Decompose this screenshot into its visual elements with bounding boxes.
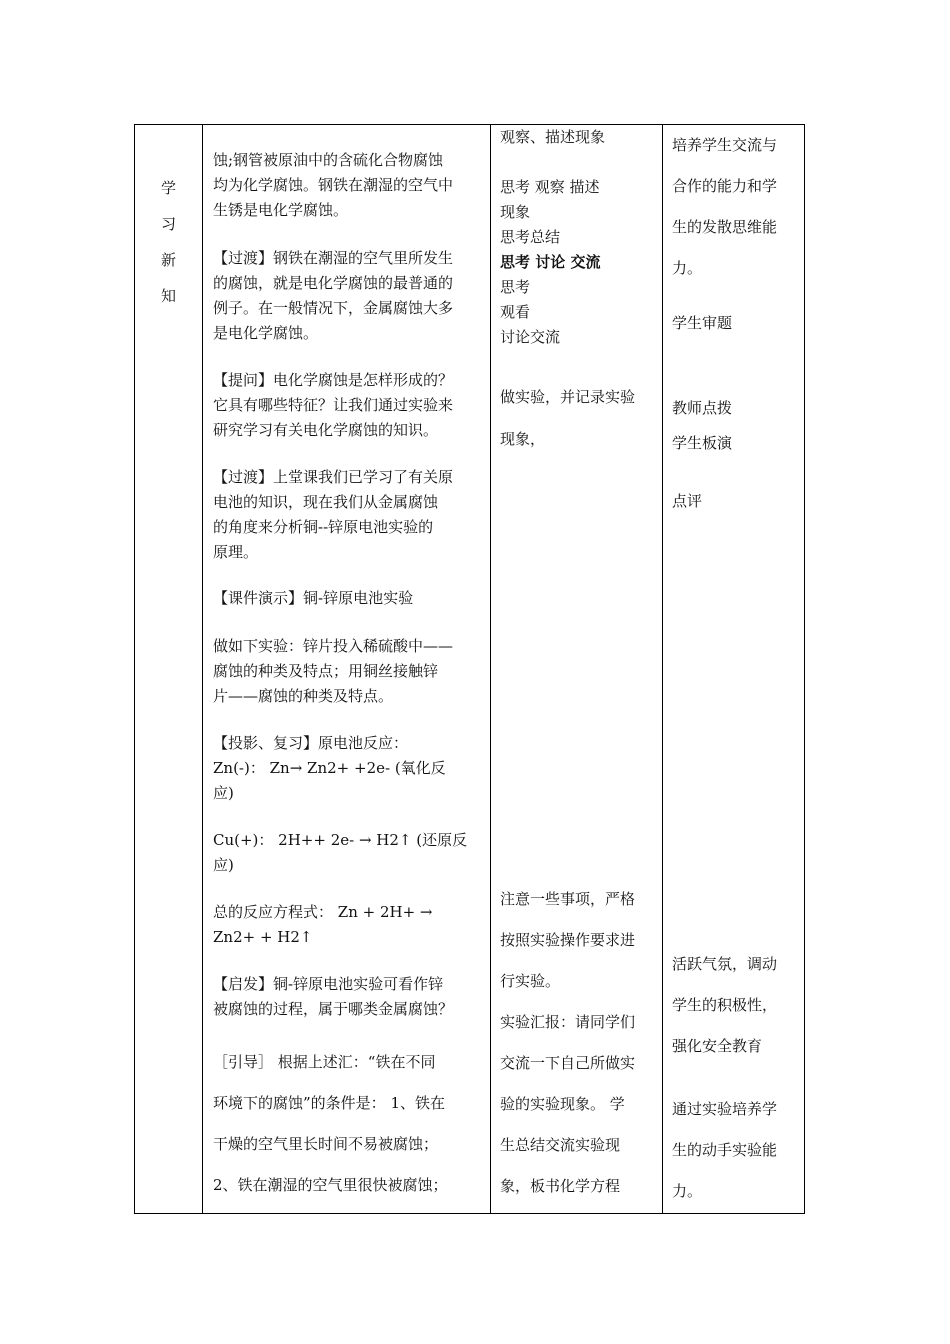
paragraph-line: 片——腐蚀的种类及特点。 [213,687,394,705]
stage-char: 习 [161,215,177,233]
stage-char: 新 [161,251,177,269]
student-line: 现象， [500,430,546,448]
paragraph-line: 做如下实验：锌片投入稀硫酸中—— [213,637,454,655]
lesson-table [134,124,805,1214]
student-line: 象，板书化学方程 [500,1177,621,1195]
intent-line: 培养学生交流与 [672,136,778,154]
student-line: 思考总结 [500,228,561,246]
paragraph-line: 原理。 [213,543,259,561]
paragraph-line: 环境下的腐蚀”的条件是： 1、铁在 [213,1094,445,1112]
intent-line: 活跃气氛，调动 [672,955,778,973]
intent-line: 教师点拨 [672,399,733,417]
stage-char: 学 [161,179,177,197]
stage-char: 知 [161,287,177,305]
paragraph-line: 干燥的空气里长时间不易被腐蚀； [213,1135,439,1153]
intent-line: 点评 [672,492,703,510]
student-line: 验的实验现象。 学 [500,1095,625,1113]
paragraph-line: 蚀;钢管被原油中的含硫化合物腐蚀 [213,151,444,169]
student-line: 观看 [500,303,531,321]
intent-line: 强化安全教育 [672,1037,763,1055]
paragraph-line: 电池的知识，现在我们从金属腐蚀 [213,493,439,511]
student-line: 观察、描述现象 [500,128,606,146]
paragraph-line: 【过渡】钢铁在潮湿的空气里所发生 [213,249,454,267]
student-line: 思考 观察 描述 [500,178,600,196]
student-line: 实验汇报：请同学们 [500,1013,636,1031]
paragraph-line: ［引导］ 根据上述汇：“铁在不同 [213,1053,436,1071]
intent-line: 合作的能力和学 [672,177,778,195]
paragraph-line: 均为化学腐蚀。钢铁在潮湿的空气中 [213,176,454,194]
student-line: 按照实验操作要求进 [500,931,636,949]
student-line: 讨论交流 [500,328,561,346]
intent-line: 生的发散思维能 [672,218,778,236]
intent-line: 学生的积极性， [672,996,778,1014]
paragraph-line: Zn2+ + H2↑ [213,928,313,946]
intent-line: 力。 [672,1182,703,1200]
teacher-activity-column [203,125,491,1213]
intent-line: 力。 [672,259,703,277]
student-activity-column [491,125,663,1213]
student-line: 生总结交流实验现 [500,1136,621,1154]
stage-column [135,125,203,1213]
intent-line: 生的动手实验能 [672,1141,778,1159]
student-line: 做实验，并记录实验 [500,388,636,406]
paragraph-line: 的腐蚀，就是电化学腐蚀的最普通的 [213,274,454,292]
paragraph-line: 是电化学腐蚀。 [213,324,319,342]
paragraph-line: 2、铁在潮湿的空气里很快被腐蚀； [213,1176,448,1194]
paragraph-line: Zn(-)： Zn→ Zn2+ +2e- (氧化反 [213,759,446,777]
paragraph-line: Cu(+)： 2H++ 2e- → H2↑ (还原反 [213,831,468,849]
student-line: 注意一些事项，严格 [500,890,636,908]
paragraph-line: 【提问】电化学腐蚀是怎样形成的？ [213,371,454,389]
intent-line: 学生板演 [672,434,733,452]
student-line: 思考 [500,278,531,296]
intent-line: 通过实验培养学 [672,1100,778,1118]
paragraph-line: 被腐蚀的过程，属于哪类金属腐蚀？ [213,1000,454,1018]
intent-line: 学生审题 [672,314,733,332]
design-intent-column [663,125,804,1213]
paragraph-line: 【投影、复习】原电池反应： [213,734,409,752]
student-line: 现象 [500,203,531,221]
paragraph-line: 【过渡】上堂课我们已学习了有关原 [213,468,454,486]
student-line: 行实验。 [500,972,561,990]
paragraph-line: 的角度来分析铜--锌原电池实验的 [213,518,434,536]
paragraph-line: 例子。在一般情况下，金属腐蚀大多 [213,299,454,317]
student-line: 交流一下自己所做实 [500,1054,636,1072]
paragraph-line: 生锈是电化学腐蚀。 [213,201,349,219]
paragraph-line: 应) [213,784,234,802]
paragraph-line: 应) [213,856,234,874]
paragraph-line: 它具有哪些特征？让我们通过实验来 [213,396,454,414]
paragraph-line: 【启发】铜-锌原电池实验可看作锌 [213,975,444,993]
paragraph-line: 【课件演示】铜-锌原电池实验 [213,589,414,607]
paragraph-line: 总的反应方程式： Zn + 2H+ → [213,903,433,921]
paragraph-line: 研究学习有关电化学腐蚀的知识。 [213,421,439,439]
paragraph-line: 腐蚀的种类及特点；用铜丝接触锌 [213,662,439,680]
student-line-bold: 思考 讨论 交流 [500,253,601,271]
